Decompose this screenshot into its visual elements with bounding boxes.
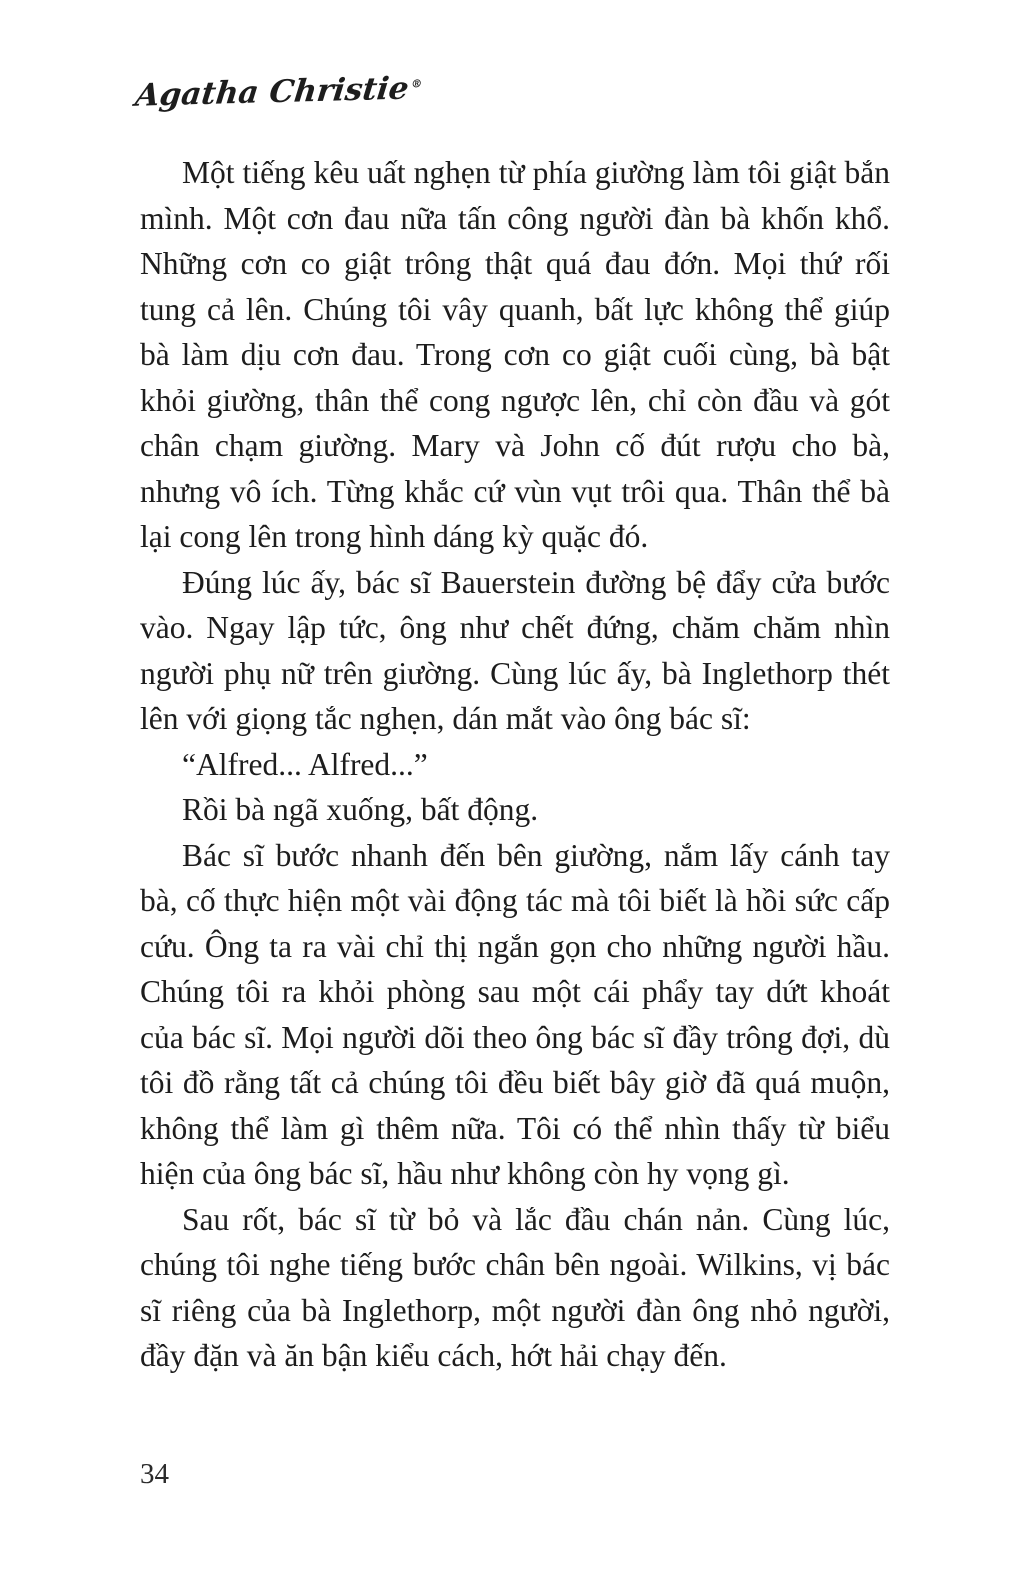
body-text (140, 150, 890, 1379)
signature-text: Agatha Christie (133, 70, 411, 114)
paragraph: Một tiếng kêu uất nghẹn từ phía giường làm tôi giật bắn mình. Một cơn đau nữa tấn công người đàn bà khốn khổ. Những cơn co giật trông thật quá đau đớn. Mọi thứ rối tung cả lên. Chúng tôi vây quanh, bất lực không thể giúp bà làm dịu cơn đau. Trong cơn co giật cuối cùng, bà bật khỏi giường, thân thể cong ngược lên, chỉ còn đầu và gót chân chạm giường. Mary và John cố đút rượu cho bà, nhưng vô ích. Từng khắc cứ vùn vụt trôi qua. Thân thể bà lại cong lên trong hình dáng kỳ quặc đó. (140, 155, 890, 554)
paragraph: Đúng lúc ấy, bác sĩ Bauerstein đường bệ đẩy cửa bước vào. Ngay lập tức, ông như chết đứng, chăm chăm nhìn người phụ nữ trên giường. Cùng lúc ấy, bà Inglethorp thét lên với giọng tắc nghẹn, dán mắt vào ông bác sĩ: (140, 564, 890, 736)
paragraph: Bác sĩ bước nhanh đến bên giường, nắm lấy cánh tay bà, cố thực hiện một vài động tác mà tôi biết là hồi sức cấp cứu. Ông ta ra vài chỉ thị ngắn gọn cho những người hầu. Chúng tôi ra khỏi phòng sau một cái phẩy tay dứt khoát của bác sĩ. Mọi người dõi theo ông bác sĩ đầy trông đợi, dù tôi đồ rằng tất cả chúng tôi đều biết bây giờ đã quá muộn, không thể làm gì thêm nữa. Tôi có thể nhìn thấy từ biểu hiện của ông bác sĩ, hầu như không còn hy vọng gì. (140, 837, 890, 1191)
paragraph: “Alfred... Alfred...” (182, 746, 428, 782)
registered-trademark-icon: ® (410, 76, 423, 91)
paragraph: Rồi bà ngã xuống, bất động. (182, 792, 539, 827)
page-number: 34 (140, 1458, 169, 1490)
agatha-christie-signature-logo (133, 70, 423, 113)
paragraph: Sau rốt, bác sĩ từ bỏ và lắc đầu chán nản. Cùng lúc, chúng tôi nghe tiếng bước chân bên ngoài. Wilkins, vị bác sĩ riêng của bà Inglethorp, một người đàn ông nhỏ người, đầy đặn và ăn bận kiểu cách, hớt hải chạy đến. (140, 1201, 890, 1373)
